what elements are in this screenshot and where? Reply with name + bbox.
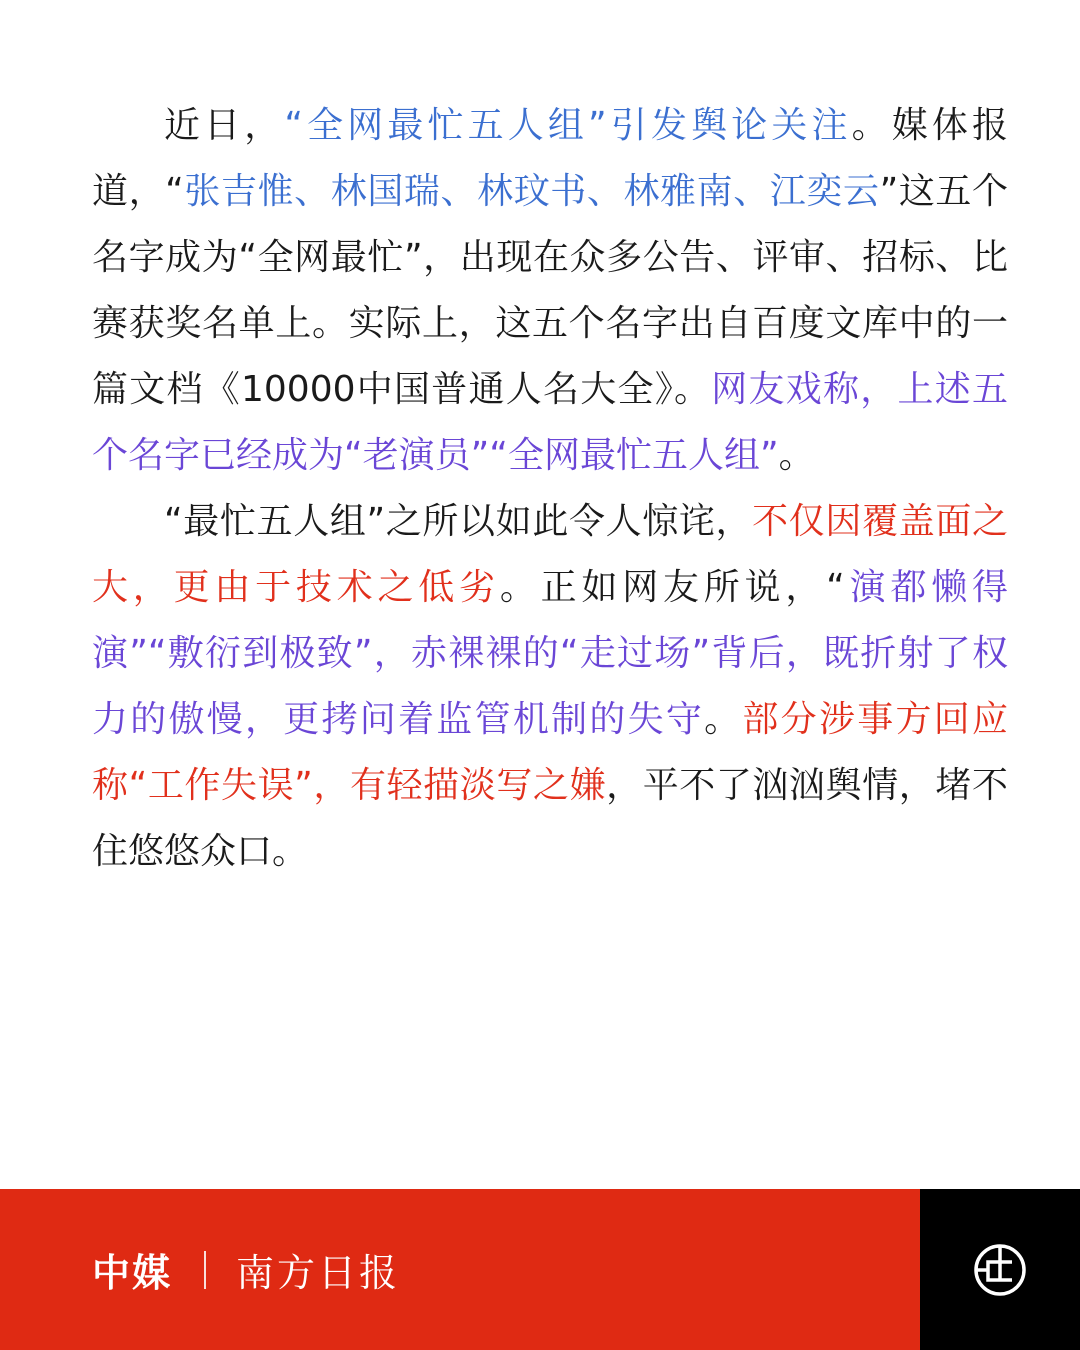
- p1-segment-default: 。: [778, 435, 815, 476]
- p1-segment-blue: “全网最忙五人组”引发舆论关注: [284, 105, 852, 146]
- brand-label: 中媒: [92, 1251, 173, 1295]
- p1-segment-default: 。媒体报道，“: [92, 105, 1008, 212]
- southern-daily-logo-icon: [972, 1242, 1028, 1298]
- article-body: [92, 93, 1008, 885]
- p2-segment-default: 。: [704, 699, 743, 740]
- p2-segment-purple: 演都懒得演”“敷衍到极致”，赤裸裸的“走过场”背后，既折射了权力的傲慢，更拷问着监管机制的失守: [92, 567, 1008, 740]
- p2-segment-red: 部分涉事方回应称“工作失误”，有轻描淡写之嫌: [92, 699, 1008, 806]
- p1-segment-default: 近日，: [164, 105, 285, 146]
- p2-segment-red: 不仅因覆盖面之大，更由于技术之低劣: [92, 501, 1008, 608]
- paragraph-2: [92, 489, 1008, 885]
- p2-segment-default: 。正如网友所说，“: [499, 567, 845, 608]
- p2-segment-default: ，平不了汹汹舆情，堵不住悠悠众口。: [92, 765, 1008, 872]
- p1-segment-blue: 张吉惟、林国瑞、林玟书、林雅南、江奕云: [183, 171, 880, 212]
- footer-brand-area: [0, 1189, 920, 1350]
- newspaper-name: 南方日报: [236, 1251, 401, 1295]
- footer-logo-area: [920, 1189, 1080, 1350]
- footer-divider: [204, 1251, 206, 1289]
- footer-bar: [0, 1189, 1080, 1350]
- p2-segment-default: “最忙五人组”之所以如此令人惊诧，: [164, 501, 753, 542]
- p1-segment-default: ”这五个名字成为“全网最忙”，出现在众多公告、评审、招标、比赛获奖名单上。实际上，这五个名字出自百度文库中的一篇文档《10000中国普通人名大全》。: [92, 171, 1008, 410]
- p1-segment-purple: 网友戏称，上述五个名字已经成为“老演员”“全网最忙五人组”: [92, 369, 1008, 476]
- paragraph-1: [92, 93, 1008, 489]
